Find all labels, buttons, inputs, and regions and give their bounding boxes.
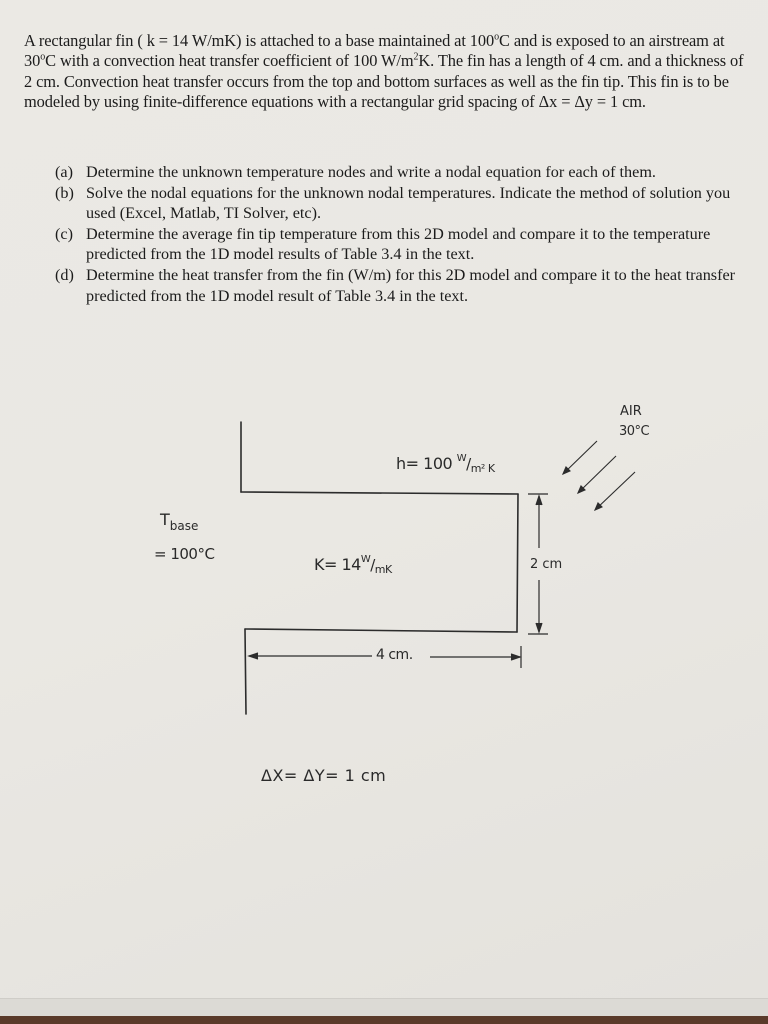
base-subscript: base [169, 519, 199, 533]
degree-sup: o [494, 31, 499, 43]
convection-coefficient-label: h= 100 $^W$/m² K [396, 453, 495, 475]
base-temperature-value: = 100°C [154, 545, 215, 563]
squared-sup: 2 [413, 51, 419, 63]
part-text: Determine the average fin tip temperature from this 2D model and compare it to the temperature predicted from the 1D model results of Table 3.4 in the text. [86, 224, 711, 264]
k-units-numerator: W [360, 554, 371, 565]
part-text: Determine the unknown temperature nodes and write a nodal equation for each of them. [86, 163, 656, 181]
part-label: (c) [55, 224, 73, 243]
part-label: (a) [55, 163, 73, 181]
part-text: Determine the heat transfer from the fin (W/m) for this 2D model and compare it to the heat transfer predicted from the 1D model result of Table 3.4 in the text. [86, 265, 736, 305]
h-value: h= 100 [396, 454, 453, 473]
k-units-denominator: mK [374, 563, 392, 576]
thickness-label: 2 cm [530, 557, 563, 572]
question-parts-list [55, 162, 755, 306]
intro-text-1: A rectangular fin ( k = 14 W/mK) is attached to a base maintained at 100 [24, 31, 495, 50]
question-part-a [55, 162, 755, 183]
problem-statement [24, 31, 754, 113]
length-label: 4 cm. [376, 647, 413, 663]
part-text: Solve the nodal equations for the unknown nodal temperatures. Indicate the method of solution you used (Excel, Matlab, TI Solver, etc). [86, 183, 731, 223]
intro-text-4: K. The fin has a length of 4 cm. and a thickness of 2 cm. Convection heat transfer occurs from the top and bottom surfaces as well as the fin tip. This fin is to be modeled by using finite-difference equations with a rectangular grid spacing of Δx = Δy = 1 cm. [24, 51, 744, 112]
grid-spacing-label: ΔX= ΔY= 1 cm [261, 766, 387, 785]
question-part-b [55, 183, 755, 224]
paper-edge [0, 998, 768, 1017]
t-symbol: T [160, 510, 170, 529]
base-temperature-symbol [160, 510, 198, 533]
desk-surface [0, 1016, 768, 1024]
question-part-d [55, 265, 755, 306]
air-temperature-label: 30°C [619, 424, 650, 439]
conductivity-label: $K= 14^W/mK$ [314, 554, 392, 576]
intro-text-2: C and is exposed to an airstream at 30 [24, 31, 725, 71]
question-part-c [55, 224, 755, 265]
intro-text-3: C with a convection heat transfer coefficient of 100 W/m [45, 51, 414, 71]
air-label: AIR [620, 404, 642, 419]
h-units-numerator: W [456, 453, 467, 464]
part-label: (d) [55, 265, 74, 284]
part-label: (b) [55, 183, 74, 202]
h-units-denominator: m² K [470, 462, 495, 475]
k-value: K= 14 [314, 555, 361, 574]
degree-sup: o [40, 51, 46, 63]
